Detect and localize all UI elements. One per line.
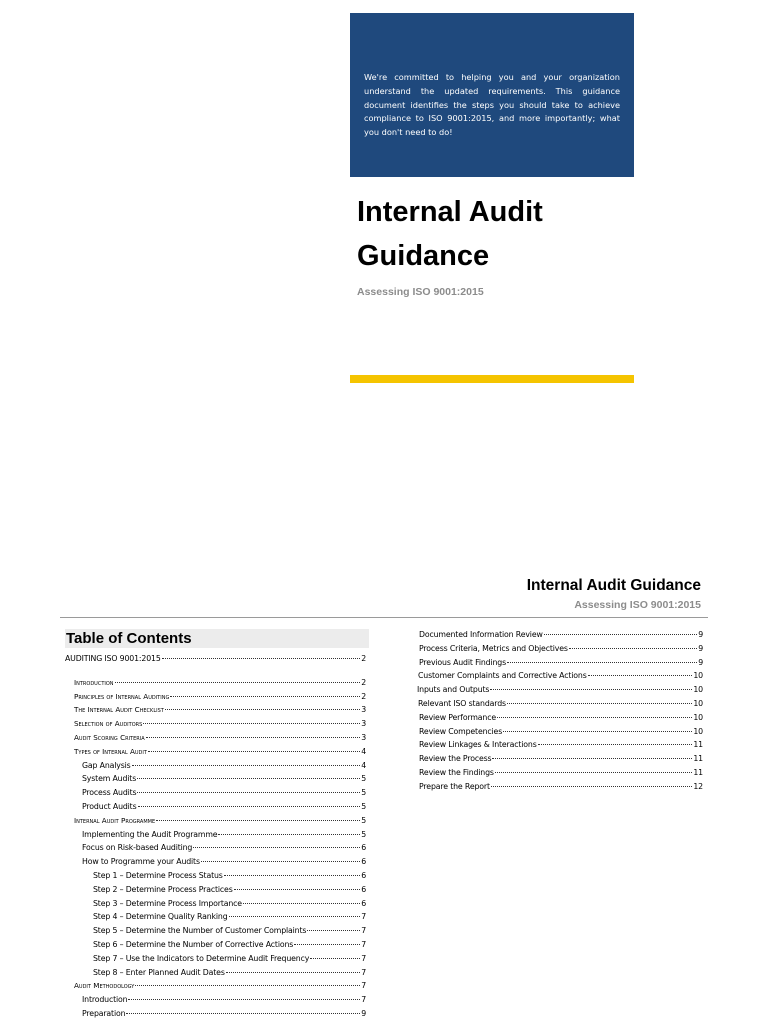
toc-label: Principles of Internal Auditing	[74, 691, 170, 701]
toc-entry[interactable]	[65, 869, 366, 883]
toc-leader	[224, 875, 360, 876]
toc-leader	[507, 662, 697, 663]
toc-entry[interactable]	[65, 952, 366, 966]
toc-entry[interactable]	[65, 690, 366, 704]
toc-page: 11	[693, 754, 703, 764]
toc-page: 9	[698, 643, 703, 653]
toc-entry[interactable]	[417, 711, 703, 725]
toc-page: 7	[361, 953, 366, 963]
toc-page: 12	[693, 781, 703, 791]
toc-label: Step 4 – Determine Quality Ranking	[93, 912, 228, 922]
toc-label: Step 7 – Use the Indicators to Determine Audit Frequency	[93, 953, 310, 963]
toc-page: 10	[693, 685, 703, 695]
toc-leader	[507, 703, 692, 704]
toc-page: 7	[361, 995, 366, 1005]
toc-page: 9	[698, 657, 703, 667]
toc-leader	[226, 972, 360, 973]
toc-page: 11	[693, 740, 703, 750]
toc-entry[interactable]	[65, 841, 366, 855]
toc-leader	[218, 834, 360, 835]
toc-entry[interactable]	[417, 628, 703, 642]
toc-page: 4	[361, 760, 366, 770]
toc-label: Step 3 – Determine Process Importance	[93, 898, 242, 908]
toc-page: 7	[361, 981, 366, 991]
toc-label: Documented Information Review	[419, 630, 543, 639]
toc-label: Customer Complaints and Corrective Actions	[418, 671, 587, 681]
toc-label: Review the Findings	[419, 767, 494, 777]
toc-leader	[143, 723, 360, 724]
toc-page: 3	[361, 719, 366, 729]
toc-label: Relevant ISO standards	[418, 698, 506, 708]
toc-entry[interactable]	[65, 814, 366, 828]
toc-page: 5	[361, 801, 366, 811]
toc-entry[interactable]	[65, 828, 366, 842]
toc-leader	[162, 658, 361, 659]
toc-leader	[491, 786, 693, 787]
page-header-title: Internal Audit Guidance	[526, 577, 701, 594]
toc-leader	[165, 709, 360, 710]
toc-entry[interactable]	[65, 800, 366, 814]
toc-label: How to Programme your Audits	[82, 857, 200, 867]
toc-label: Implementing the Audit Programme	[82, 829, 218, 839]
toc-entry[interactable]	[65, 993, 366, 1007]
toc-page: 4	[361, 746, 366, 756]
toc-page: 3	[361, 732, 366, 742]
toc-entry[interactable]	[65, 652, 366, 666]
header-divider	[60, 617, 708, 618]
toc-label: The Internal Audit Checklist	[74, 705, 164, 715]
toc-label: Process Criteria, Metrics and Objectives	[419, 643, 568, 653]
toc-page: 10	[693, 671, 703, 681]
toc-page: 7	[361, 912, 366, 922]
intro-box	[350, 13, 634, 177]
toc-entry[interactable]	[417, 683, 703, 697]
toc-label: Types of Internal Audit	[74, 746, 147, 756]
toc-page: 9	[698, 630, 703, 639]
toc-page: 6	[361, 870, 366, 880]
toc-leader	[148, 751, 360, 752]
toc-label: Review the Process	[419, 754, 492, 764]
toc-leader	[229, 916, 361, 917]
toc-label: Product Audits	[82, 801, 137, 811]
toc-entry[interactable]	[417, 766, 703, 780]
toc-entry[interactable]	[65, 1007, 366, 1021]
toc-entry[interactable]	[417, 697, 703, 711]
toc-entry[interactable]	[65, 966, 366, 980]
toc-heading: Table of Contents	[65, 629, 369, 648]
toc-label: Preparation	[82, 1008, 126, 1018]
toc-label: Introduction	[82, 995, 128, 1005]
toc-page: 5	[361, 788, 366, 798]
toc-label: Introduction	[74, 677, 114, 687]
toc-leader	[138, 806, 361, 807]
toc-label: Inputs and Outputs	[417, 685, 490, 695]
toc-entry[interactable]	[417, 656, 703, 670]
toc-leader	[170, 696, 360, 697]
toc-label: Review Competencies	[419, 726, 503, 736]
toc-entry[interactable]	[65, 703, 366, 717]
toc-leader	[115, 682, 361, 683]
toc-page: 6	[361, 898, 366, 908]
page-header-subtitle: Assessing ISO 9001:2015	[574, 599, 701, 611]
toc-leader	[492, 758, 692, 759]
toc-leader	[128, 999, 360, 1000]
toc-label: Step 1 – Determine Process Status	[93, 870, 223, 880]
toc-leader	[137, 792, 360, 793]
toc-label: Review Linkages & Interactions	[419, 740, 537, 750]
toc-label: Review Performance	[419, 712, 497, 722]
toc-label: Step 5 – Determine the Number of Customer Complaints	[93, 926, 307, 936]
toc-label: Prepare the Report	[419, 781, 490, 791]
toc-page: 2	[361, 677, 366, 687]
toc-entry[interactable]	[65, 979, 366, 993]
toc-entry[interactable]	[65, 855, 366, 869]
toc-entry[interactable]	[65, 938, 366, 952]
toc-leader	[588, 675, 693, 676]
toc-entry[interactable]	[417, 738, 703, 752]
toc-entry[interactable]	[65, 759, 366, 773]
toc-page: 6	[361, 857, 366, 867]
toc-page: 10	[693, 698, 703, 708]
toc-entry[interactable]	[65, 731, 366, 745]
toc-page: 2	[361, 654, 366, 663]
toc-leader	[544, 634, 697, 635]
toc-page: 6	[361, 884, 366, 894]
toc-leader	[307, 930, 360, 931]
toc-leader	[201, 861, 360, 862]
toc-page: 3	[361, 705, 366, 715]
accent-bar	[350, 375, 634, 383]
toc-leader	[146, 737, 361, 738]
toc-page: 7	[361, 926, 366, 936]
toc-leader	[243, 903, 360, 904]
toc-entry[interactable]	[65, 717, 366, 731]
toc-entry[interactable]	[65, 883, 366, 897]
toc-label: Selection of Auditors	[74, 719, 143, 729]
toc-leader	[569, 648, 697, 649]
toc-label: Audit Scoring Criteria	[74, 732, 145, 742]
toc-label: Previous Audit Findings	[419, 657, 506, 667]
toc-page: 10	[693, 726, 703, 736]
toc-entry[interactable]	[417, 669, 703, 683]
toc-leader	[538, 744, 693, 745]
toc-column-right	[417, 628, 703, 794]
toc-page: 5	[361, 774, 366, 784]
toc-page: 9	[361, 1008, 366, 1018]
toc-entry[interactable]	[65, 786, 366, 800]
toc-page: 11	[693, 767, 703, 777]
toc-entry[interactable]	[65, 910, 366, 924]
cover-title: Internal Audit Guidance	[357, 196, 543, 272]
toc-entry[interactable]	[65, 897, 366, 911]
toc-column-left	[65, 652, 366, 1021]
toc-leader	[490, 689, 692, 690]
toc-page: 7	[361, 967, 366, 977]
toc-leader	[137, 778, 360, 779]
toc-label: Step 2 – Determine Process Practices	[93, 884, 233, 894]
intro-text: We're committed to helping you and your organization understand the updated requirements. This guidance document identifies the steps you should take to achieve compliance to ISO 9001:2015, and more importantly; what you don't need to do!	[364, 72, 620, 138]
toc-label: System Audits	[82, 774, 137, 784]
toc-entry[interactable]	[417, 642, 703, 656]
toc-entry[interactable]	[65, 745, 366, 759]
toc-page: 5	[361, 829, 366, 839]
toc-leader	[132, 765, 361, 766]
toc-leader	[310, 958, 360, 959]
cover-subtitle: Assessing ISO 9001:2015	[357, 286, 484, 298]
toc-leader	[234, 889, 361, 890]
toc-label: Internal Audit Programme	[74, 815, 156, 825]
toc-entry[interactable]	[417, 780, 703, 794]
toc-label: Step 6 – Determine the Number of Corrective Actions	[93, 939, 294, 949]
toc-label: Focus on Risk-based Auditing	[82, 843, 193, 853]
toc-leader	[503, 731, 692, 732]
toc-page: 7	[361, 939, 366, 949]
toc-entry[interactable]	[417, 725, 703, 739]
toc-leader	[193, 847, 360, 848]
toc-page: 2	[361, 691, 366, 701]
toc-entry[interactable]	[65, 772, 366, 786]
toc-label: Audit Methodology	[74, 981, 135, 991]
toc-leader	[126, 1013, 360, 1014]
toc-page: 6	[361, 843, 366, 853]
toc-leader	[294, 944, 360, 945]
toc-label: AUDITING ISO 9001:2015	[65, 654, 161, 663]
toc-label: Process Audits	[82, 788, 137, 798]
toc-page: 5	[361, 815, 366, 825]
toc-page: 10	[693, 712, 703, 722]
toc-label: Step 8 – Enter Planned Audit Dates	[93, 967, 225, 977]
toc-entry[interactable]	[65, 676, 366, 690]
toc-leader	[497, 717, 692, 718]
toc-leader	[135, 985, 360, 986]
toc-leader	[156, 820, 360, 821]
toc-entry[interactable]	[417, 752, 703, 766]
toc-label: Gap Analysis	[82, 760, 131, 770]
toc-entry[interactable]	[65, 924, 366, 938]
toc-leader	[495, 772, 693, 773]
